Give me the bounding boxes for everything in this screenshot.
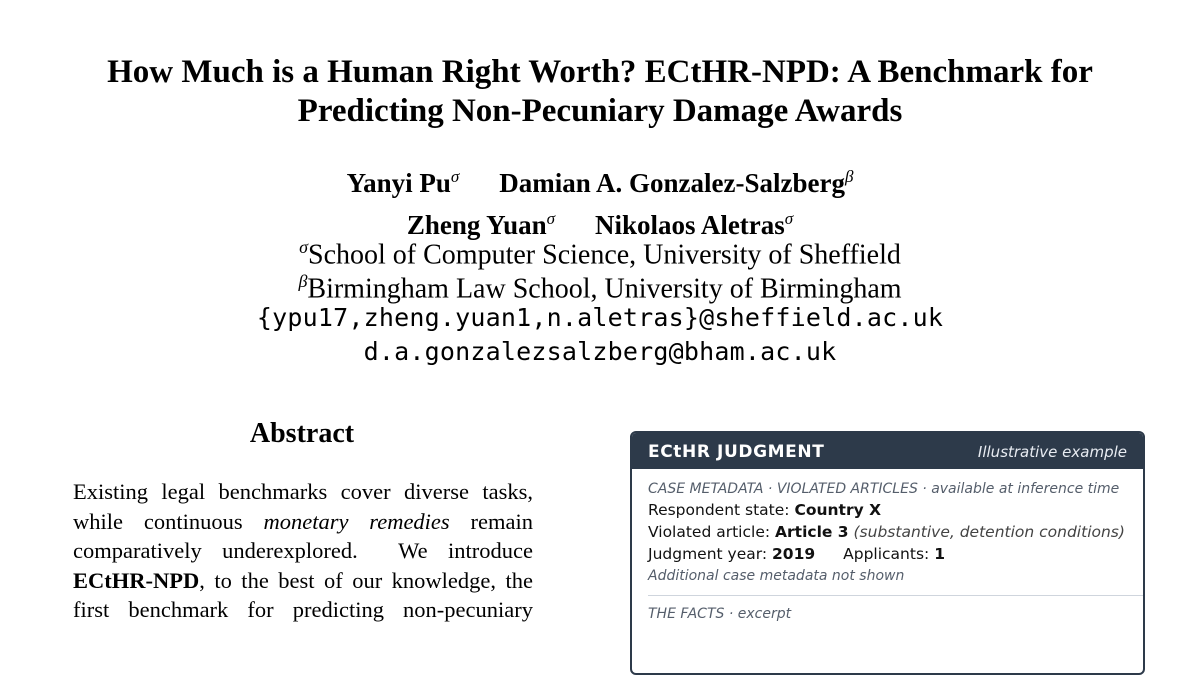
- case-metadata-section: [632, 469, 1143, 587]
- metadata-label: CASE METADATA · VIOLATED ARTICLES · available at inference time: [648, 481, 1120, 497]
- email-sheffield: {ypu17,zheng.yuan1,n.aletras}@sheffield.ac.uk: [256, 303, 944, 332]
- card-tag: Illustrative example: [977, 443, 1127, 461]
- article-row: Violated article: Article 3 (substantive, detention conditions): [648, 523, 1125, 541]
- abstract-line-3: comparatively underexplored. We introduce: [73, 538, 533, 563]
- respondent-row: Respondent state: Country X: [648, 501, 882, 519]
- affiliation-sheffield: $^\sigma$School of Computer Science, University of Sheffield: [299, 237, 901, 271]
- author-2: Damian A. Gonzalez-Salzberg$^\beta$: [499, 167, 854, 198]
- title-line-1: How Much is a Human Right Worth? ECtHR-NPD: A Benchmark for: [107, 54, 1093, 90]
- more-metadata-note: Additional case metadata not shown: [648, 568, 905, 584]
- abstract-body: [73, 477, 533, 625]
- year-row: Judgment year: 2019 Applicants: 1: [648, 545, 945, 563]
- author-3: Zheng Yuan$^\sigma$: [406, 209, 556, 240]
- email-birmingham: d.a.gonzalezsalzberg@bham.ac.uk: [363, 337, 837, 366]
- abstract-line-1: Existing legal benchmarks cover diverse tasks,: [73, 479, 533, 504]
- judgment-example-card: [630, 431, 1145, 675]
- abstract-line-2: while continuous monetary remedies remain: [73, 508, 534, 534]
- paper-title: [0, 53, 1200, 131]
- facts-label: THE FACTS · excerpt: [648, 606, 792, 622]
- affiliation-birmingham: $^\beta$Birmingham Law School, University of Birmingham: [298, 271, 902, 305]
- abstract-heading: Abstract: [249, 418, 355, 449]
- title-line-2: Predicting Non-Pecuniary Damage Awards: [297, 93, 903, 129]
- author-1: Yanyi $Pu^\sigma$: [346, 167, 460, 198]
- abstract-line-5: first benchmark for predicting non-pecuniary: [73, 597, 533, 622]
- card-title: ECtHR JUDGMENT: [648, 442, 825, 462]
- abstract-line-4: ECtHR-NPD, to the best of our knowledge, the: [73, 567, 533, 593]
- card-header: [632, 433, 1143, 469]
- facts-section: [632, 596, 1143, 624]
- author-4: Nikolaos Aletras$^\sigma$: [595, 209, 794, 240]
